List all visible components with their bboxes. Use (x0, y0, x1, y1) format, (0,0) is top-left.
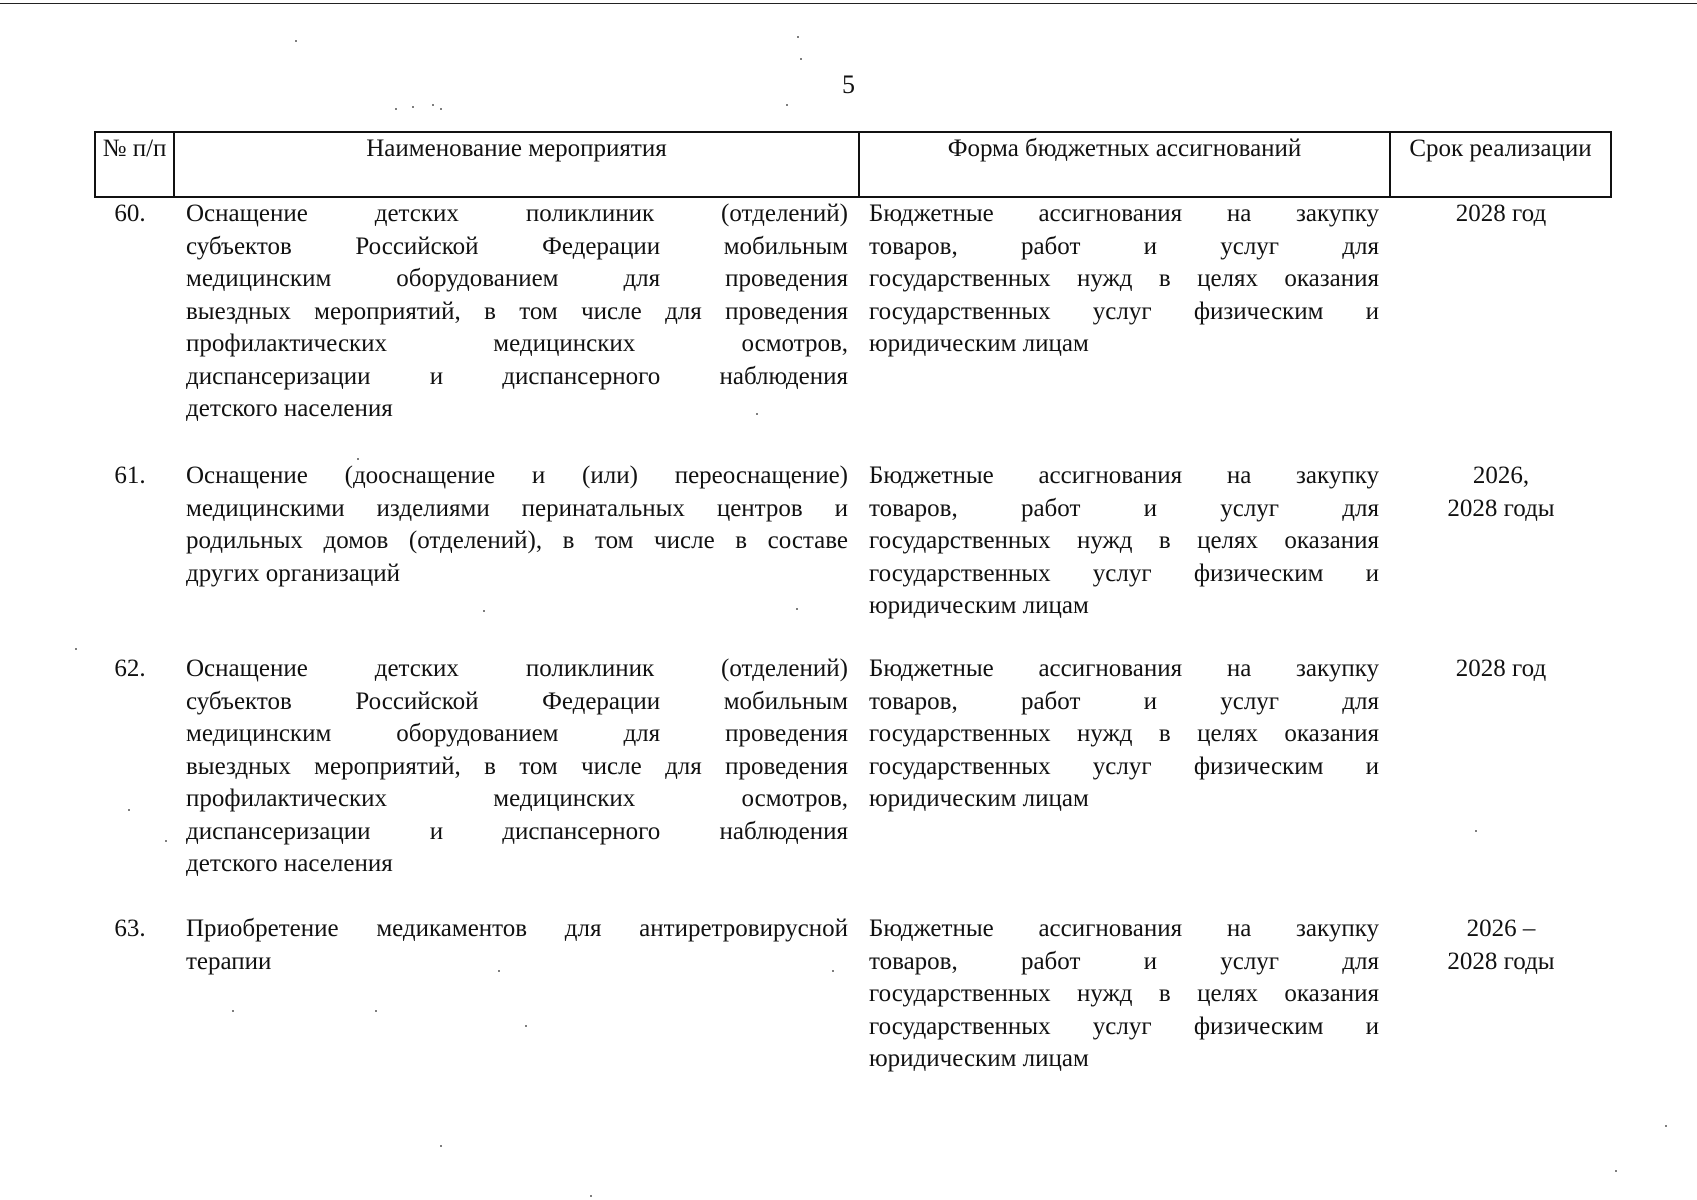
measure-name-line: детского населения (186, 850, 393, 877)
measure-name (186, 460, 848, 590)
budget-form (869, 913, 1379, 1076)
implementation-term (1390, 198, 1612, 231)
measure-name-line: медицинским оборудованием для проведения (186, 720, 848, 747)
measure-name (186, 653, 848, 881)
measure-name-line: субъектов Российской Федерации мобильным (186, 687, 848, 715)
measure-name-line: детского населения (186, 395, 393, 422)
budget-form-line: государственных услуг физическим и (869, 297, 1379, 325)
implementation-term (1390, 913, 1612, 978)
page-top-border (0, 3, 1697, 4)
header-name: Наименование мероприятия (366, 135, 667, 162)
budget-form-line: государственных услуг физическим и (869, 752, 1379, 780)
budget-form-line: государственных нужд в целях оказания (869, 720, 1379, 747)
budget-form-line: товаров, работ и услуг для (869, 232, 1379, 260)
measure-name (186, 913, 848, 978)
implementation-term-line: 2026, (1472, 462, 1530, 489)
measure-name-line: других организаций (186, 559, 400, 587)
measure-name-line: Приобретение медикаментов для антиретровирусной (186, 915, 848, 942)
budget-form-line: юридическим лицам (869, 330, 1089, 357)
page-number: 5 (842, 70, 855, 99)
budget-form-line: Бюджетные ассигнования на закупку (869, 462, 1379, 489)
measure-name (186, 198, 848, 426)
measure-name-line: медицинским оборудованием для проведения (186, 265, 848, 292)
budget-form-line: Бюджетные ассигнования на закупку (869, 915, 1379, 942)
measure-name-line: выездных мероприятий, в том числе для проведения (186, 297, 848, 325)
budget-form-line: государственных услуг физическим и (869, 1012, 1379, 1040)
measure-name-line: медицинскими изделиями перинатальных центров и (186, 494, 848, 522)
measure-name-line: Оснащение детских поликлиник (отделений) (186, 655, 848, 682)
implementation-term-line: 2028 годы (1447, 947, 1555, 975)
budget-form-line: юридическим лицам (869, 592, 1089, 619)
measure-name-line: терапии (186, 947, 272, 975)
row-number: 61. (114, 462, 146, 489)
budget-form-line: юридическим лицам (869, 785, 1089, 812)
budget-form-line: Бюджетные ассигнования на закупку (869, 655, 1379, 682)
budget-form-line: товаров, работ и услуг для (869, 494, 1379, 522)
measure-name-line: профилактических медицинских осмотров, (186, 330, 848, 357)
header-vline-5 (1610, 131, 1612, 197)
measure-name-line: родильных домов (отделений), в том числе в составе (186, 527, 848, 554)
implementation-term (1390, 653, 1612, 686)
budget-form-line: государственных нужд в целях оказания (869, 265, 1379, 292)
budget-form-line: государственных нужд в целях оказания (869, 527, 1379, 554)
header-form: Форма бюджетных ассигнований (947, 135, 1302, 162)
measure-name-line: выездных мероприятий, в том числе для проведения (186, 752, 848, 780)
header-term: Срок реализации (1409, 135, 1592, 162)
measure-name-line: Оснащение детских поликлиник (отделений) (186, 200, 848, 227)
budget-form-line: товаров, работ и услуг для (869, 687, 1379, 715)
implementation-term-line: 2026 – (1466, 915, 1536, 942)
header-num: № п/п (102, 135, 167, 162)
measure-name-line: субъектов Российской Федерации мобильным (186, 232, 848, 260)
budget-form-line: Бюджетные ассигнования на закупку (869, 200, 1379, 227)
budget-form-line: государственных нужд в целях оказания (869, 980, 1379, 1007)
measure-name-line: диспансеризации и диспансерного наблюдения (186, 362, 848, 390)
row-number: 62. (114, 655, 146, 682)
budget-form-line: юридическим лицам (869, 1045, 1089, 1072)
budget-form (869, 460, 1379, 623)
budget-form (869, 653, 1379, 816)
implementation-term-line: 2028 годы (1447, 494, 1555, 522)
row-number: 63. (114, 915, 146, 942)
implementation-term-line: 2028 год (1455, 200, 1547, 227)
budget-form-line: государственных услуг физическим и (869, 559, 1379, 587)
measure-name-line: диспансеризации и диспансерного наблюдения (186, 817, 848, 845)
implementation-term (1390, 460, 1612, 525)
budget-form-line: товаров, работ и услуг для (869, 947, 1379, 975)
row-number: 60. (114, 200, 146, 227)
budget-form (869, 198, 1379, 361)
measure-name-line: Оснащение (дооснащение и (или) переоснащение) (186, 462, 848, 489)
measure-name-line: профилактических медицинских осмотров, (186, 785, 848, 812)
implementation-term-line: 2028 год (1455, 655, 1547, 682)
